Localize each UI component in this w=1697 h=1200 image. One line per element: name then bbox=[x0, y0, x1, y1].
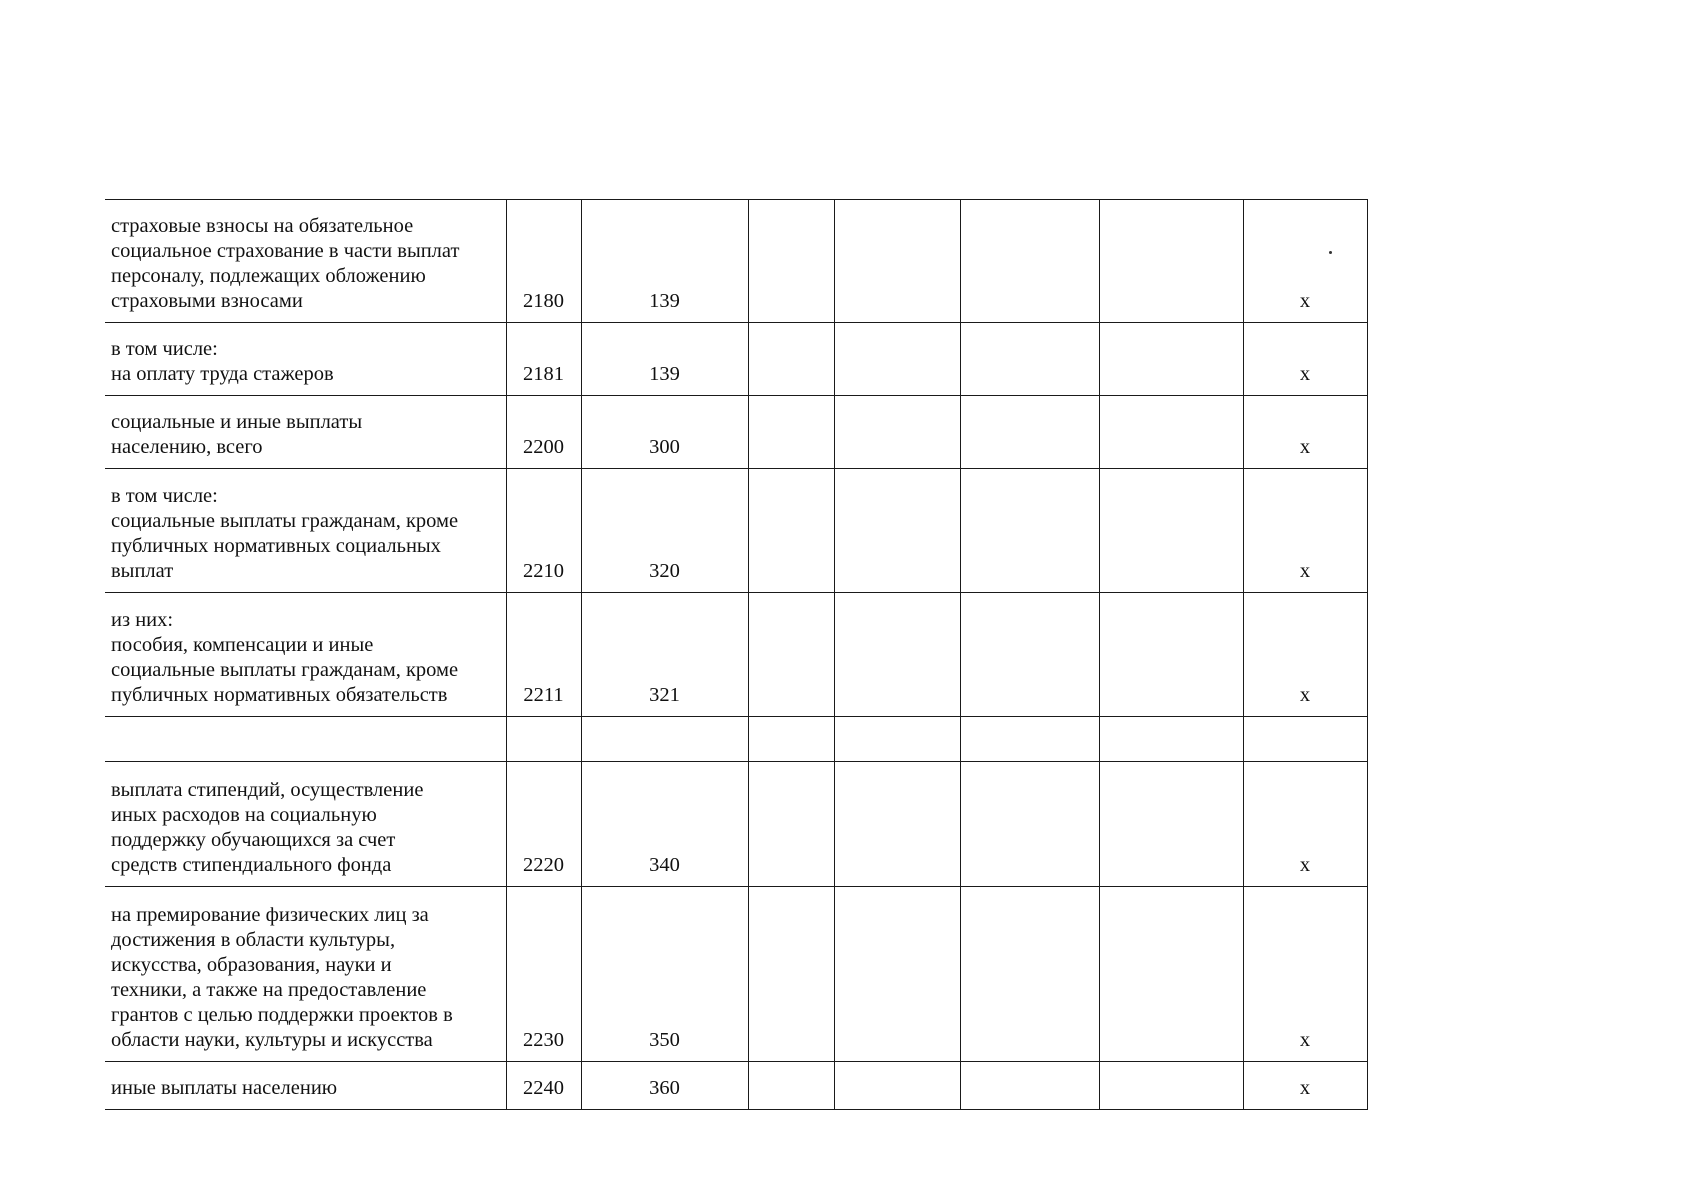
cell-description bbox=[105, 717, 506, 762]
cell-col-7 bbox=[1099, 762, 1243, 887]
cell-kbk-code: 320 bbox=[581, 469, 748, 593]
cell-col-5 bbox=[834, 717, 960, 762]
cell-col-6 bbox=[960, 887, 1099, 1062]
cell-col-4 bbox=[748, 717, 834, 762]
cell-col-4 bbox=[748, 762, 834, 887]
cell-description: страховые взносы на обязательное социальное страхование в части выплат персоналу, подлежащих обложению страховыми взносами bbox=[105, 200, 506, 323]
cell-col-8: х bbox=[1243, 1062, 1367, 1110]
cell-line-code: 2210 bbox=[506, 469, 581, 593]
cell-col-7 bbox=[1099, 200, 1243, 323]
cell-col-8: х bbox=[1243, 323, 1367, 396]
cell-col-8: х bbox=[1243, 200, 1367, 323]
table-row bbox=[105, 593, 1367, 717]
cell-kbk-code: 350 bbox=[581, 887, 748, 1062]
cell-col-7 bbox=[1099, 323, 1243, 396]
cell-col-8 bbox=[1243, 717, 1367, 762]
cell-description: иные выплаты населению bbox=[105, 1062, 506, 1110]
cell-col-6 bbox=[960, 323, 1099, 396]
cell-col-5 bbox=[834, 200, 960, 323]
cell-col-7 bbox=[1099, 593, 1243, 717]
cell-col-7 bbox=[1099, 887, 1243, 1062]
cell-col-8: х bbox=[1243, 396, 1367, 469]
cell-col-4 bbox=[748, 200, 834, 323]
cell-col-4 bbox=[748, 887, 834, 1062]
cell-col-7 bbox=[1099, 469, 1243, 593]
table-row bbox=[105, 717, 1367, 762]
cell-col-4 bbox=[748, 323, 834, 396]
cell-kbk-code: 139 bbox=[581, 200, 748, 323]
cell-col-7 bbox=[1099, 1062, 1243, 1110]
cell-col-5 bbox=[834, 1062, 960, 1110]
cell-col-5 bbox=[834, 396, 960, 469]
scan-speck bbox=[1329, 251, 1332, 254]
table-row bbox=[105, 1062, 1367, 1110]
cell-line-code bbox=[506, 717, 581, 762]
cell-col-5 bbox=[834, 593, 960, 717]
cell-col-6 bbox=[960, 396, 1099, 469]
table-row bbox=[105, 200, 1367, 323]
cell-col-5 bbox=[834, 469, 960, 593]
table-row bbox=[105, 762, 1367, 887]
cell-col-8: х bbox=[1243, 762, 1367, 887]
cell-col-7 bbox=[1099, 396, 1243, 469]
cell-col-6 bbox=[960, 200, 1099, 323]
cell-col-4 bbox=[748, 469, 834, 593]
cell-description: социальные и иные выплаты населению, всего bbox=[105, 396, 506, 469]
cell-description: из них: пособия, компенсации и иные социальные выплаты гражданам, кроме публичных нормативных обязательств bbox=[105, 593, 506, 717]
cell-col-6 bbox=[960, 1062, 1099, 1110]
cell-line-code: 2230 bbox=[506, 887, 581, 1062]
cell-line-code: 2240 bbox=[506, 1062, 581, 1110]
table-row bbox=[105, 469, 1367, 593]
cell-col-5 bbox=[834, 762, 960, 887]
cell-kbk-code: 300 bbox=[581, 396, 748, 469]
cell-col-6 bbox=[960, 717, 1099, 762]
budget-expenditure-table bbox=[105, 199, 1368, 1110]
cell-line-code: 2211 bbox=[506, 593, 581, 717]
cell-col-7 bbox=[1099, 717, 1243, 762]
cell-description: выплата стипендий, осуществление иных расходов на социальную поддержку обучающихся за счет средств стипендиального фонда bbox=[105, 762, 506, 887]
cell-description: в том числе: социальные выплаты гражданам, кроме публичных нормативных социальных выплат bbox=[105, 469, 506, 593]
table-body bbox=[105, 200, 1367, 1110]
cell-kbk-code: 139 bbox=[581, 323, 748, 396]
cell-col-8: х bbox=[1243, 593, 1367, 717]
cell-description: на премирование физических лиц за достижения в области культуры, искусства, образования, науки и техники, а также на предоставление грантов с целью поддержки проектов в области науки, культуры и искусства bbox=[105, 887, 506, 1062]
cell-col-5 bbox=[834, 887, 960, 1062]
table-row bbox=[105, 396, 1367, 469]
cell-kbk-code bbox=[581, 717, 748, 762]
cell-col-6 bbox=[960, 469, 1099, 593]
cell-kbk-code: 360 bbox=[581, 1062, 748, 1110]
cell-line-code: 2220 bbox=[506, 762, 581, 887]
cell-col-8: х bbox=[1243, 887, 1367, 1062]
table-row bbox=[105, 323, 1367, 396]
cell-col-4 bbox=[748, 396, 834, 469]
cell-col-6 bbox=[960, 593, 1099, 717]
cell-kbk-code: 340 bbox=[581, 762, 748, 887]
cell-line-code: 2180 bbox=[506, 200, 581, 323]
cell-line-code: 2181 bbox=[506, 323, 581, 396]
cell-line-code: 2200 bbox=[506, 396, 581, 469]
cell-col-6 bbox=[960, 762, 1099, 887]
cell-kbk-code: 321 bbox=[581, 593, 748, 717]
cell-col-4 bbox=[748, 1062, 834, 1110]
cell-col-8: х bbox=[1243, 469, 1367, 593]
cell-col-4 bbox=[748, 593, 834, 717]
table-row bbox=[105, 887, 1367, 1062]
cell-col-5 bbox=[834, 323, 960, 396]
cell-description: в том числе: на оплату труда стажеров bbox=[105, 323, 506, 396]
